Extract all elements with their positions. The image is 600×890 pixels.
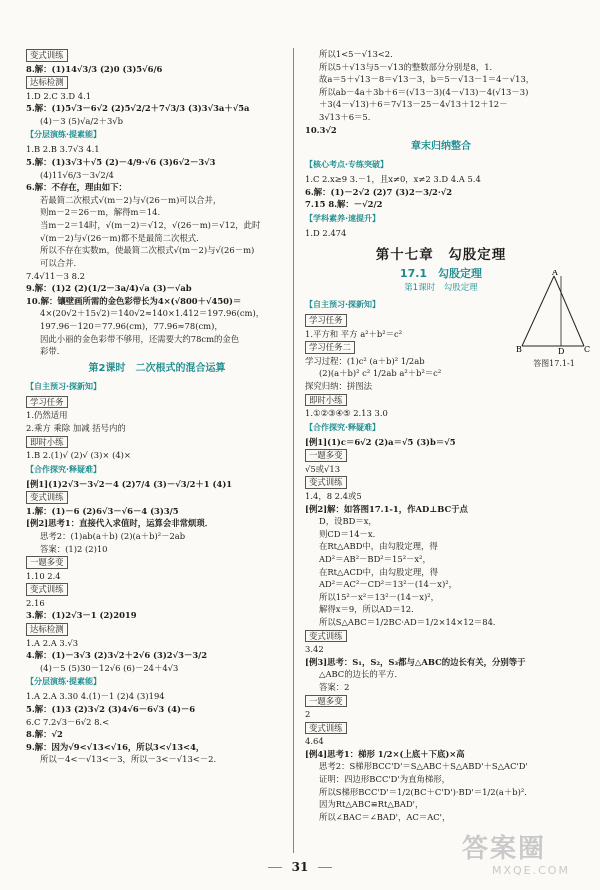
section-label-text: 变式训练	[305, 476, 347, 489]
section-label	[305, 721, 577, 736]
answer-line: √(m－2)与√(26－m)都不是最简二次根式．	[40, 232, 205, 243]
section-tag: 【 合作探究·释疑难 】	[26, 464, 101, 476]
answer-line: 当m－2＝14时，√(m－2)＝√12，√(26－m)＝√12，此时	[40, 220, 261, 231]
column-divider	[293, 48, 294, 853]
section-label-text: 学习任务	[26, 396, 68, 409]
answer-line: 1.C 2.x≥9 3.－1，且x≠0，x≠2 3.D 4.A 5.4	[305, 174, 481, 185]
answer-line: (4)11√6/3－3√2/4	[40, 169, 114, 180]
section-label-text: 一题多变	[26, 556, 68, 569]
page-number: 31	[0, 858, 600, 876]
answer-line: [例3]思考：S₁，S₂，S₃都与△ABC的边长有关，分别等于	[305, 656, 526, 667]
answer-line: 5.解：(1)5√3－6√2 (2)5√2/2＋7√3/3 (3)3√3a＋√5a	[26, 103, 250, 114]
answer-line: 所以15²－x²＝13²－(14－x)²，	[319, 591, 440, 602]
answer-line: 5.解：(1)3 (2)3√2 (3)4√6－6√3 (4)－6	[26, 703, 196, 714]
answer-line: 4.解：(1)－3√3 (2)3√2＋2√6 (3)2√3－3/2	[26, 650, 208, 661]
answer-line: 则m－2＝26－m，解得m＝14.	[40, 207, 161, 218]
answer-line: 1.D 2.C 3.D 4.1	[26, 90, 92, 101]
answer-line: 9.解：因为√9<√13<√16，所以3<√13<4，	[26, 741, 205, 752]
triangle-figure	[516, 270, 592, 370]
section-label-text: 达标检测	[26, 623, 68, 636]
answer-line: 所以∠BAC＝∠BAD'，AC＝AC'，	[319, 811, 451, 822]
answer-line: 1.解：(1)－6 (2)6√3－√6－4 (3)3/5	[26, 505, 179, 516]
section-label	[26, 435, 288, 450]
answer-line: 8.解：√2	[26, 729, 63, 740]
answer-line: 答案：2	[319, 682, 350, 692]
section-label-text: 达标检测	[26, 76, 68, 89]
label-a: A	[552, 270, 558, 277]
answer-line: 8.解：(1)14√3/3 (2)0 (3)5√6/6	[26, 63, 163, 74]
answer-line: 3.42	[305, 644, 324, 655]
answer-line: [例4]思考1：梯形 1/2×(上底＋下底)×高	[305, 748, 465, 759]
answer-line: 3.解：(1)2√3－1 (2)2019	[26, 610, 137, 621]
answer-line: 思考2：(1)ab(a＋b) (2)(a＋b)²－2ab	[40, 530, 186, 541]
answer-line: 所以S△ABC＝1/2BC·AD＝1/2×14×12＝84．	[319, 617, 502, 628]
answer-line: 所以－4<－√13<－3，所以－3<－√13<－2．	[40, 754, 222, 765]
lesson-title: 第1课时 勾股定理	[404, 283, 478, 294]
section-tag: 【 核心考点·专练突破 】	[305, 159, 388, 171]
section-label	[26, 555, 288, 570]
answer-line: △ABC的边长的平方．	[319, 669, 403, 680]
answer-line: 9.解：(1)2 (2)(1/2－3a/4)√a (3)－√ab	[26, 283, 192, 294]
answer-line: 6.解：不存在，理由如下：	[26, 182, 127, 193]
answer-line: 2	[305, 709, 311, 720]
lesson-heading: 第2课时 二次根式的混合运算	[88, 362, 226, 374]
answer-line: 若最简二次根式√(m－2)与√(26－m)可以合并，	[40, 194, 222, 205]
section-label-text: 即时小练	[305, 394, 347, 407]
label-c: C	[584, 345, 591, 354]
answer-line: 所以ab－4a＋3b＋6＝(√13－3)(4－√13)－4(√13－3)	[319, 86, 529, 97]
answer-line: 1.仍然适用	[26, 410, 68, 421]
answer-line: [例2]解：如答图17.1-1，作AD⊥BC于点	[305, 503, 468, 514]
answer-line: 5.解：(1)3√3＋√5 (2)－4/9·√6 (3)6√2－3√3	[26, 157, 216, 168]
label-b: B	[516, 345, 522, 354]
section-label-text: 变式训练	[26, 491, 68, 504]
section-label-text: 即时小练	[26, 436, 68, 449]
answer-line: [例1](1)2√3－3√2－4 (2)7/4 (3)－√3/2＋1 (4)1	[26, 478, 233, 489]
answer-line: 学习过程：(1)c² (a＋b)² 1/2ab	[305, 355, 425, 366]
answer-line: 思考2：S梯形BCC'D'＝S△ABC＋S△ABD'＋S△AC'D'	[319, 761, 528, 772]
answer-line: AD²＝AB²－BD²＝15²－x²，	[319, 554, 431, 565]
answer-line: (2)(a＋b)² c² 1/2ab a²＋b²＝c²	[319, 368, 442, 379]
answer-line: 答案：(1)2 (2)10	[40, 543, 108, 554]
answer-line: 1.B 2.B 3.7√3 4.1	[26, 144, 100, 155]
watermark-text: 答案圈	[462, 834, 547, 864]
answer-line: 2.16	[26, 597, 45, 608]
answer-line: 4.64	[305, 736, 324, 747]
triangle-diagram	[516, 270, 592, 356]
section-label	[305, 448, 577, 463]
label-d: D	[558, 347, 565, 356]
answer-line: 所以5＋√13与5－√13的整数部分分别是8，1．	[319, 61, 498, 72]
section-label	[305, 694, 577, 709]
lesson-heading: 章末归纳整合	[411, 141, 471, 153]
answer-line: 彩带．	[40, 346, 66, 357]
section-tag: 【 分层演练·提素能 】	[26, 676, 101, 688]
section-label	[305, 629, 577, 644]
answer-line: 解得x＝9，所以AD＝12．	[319, 604, 420, 615]
answer-line: 所以S梯形BCC'D'＝1/2(BC＋C'D')·BD'＝1/2(a＋b)²．	[319, 786, 533, 797]
answer-line: 所以不存在实数m，使最简二次根式√(m－2)与√(26－m)	[40, 245, 255, 256]
answer-line: 1.B 2.(1)√ (2)√ (3)× (4)×	[26, 450, 131, 461]
section-label	[26, 622, 288, 637]
answer-line: 1.4，8 2.4或5	[305, 490, 362, 501]
answer-line: 6.解：(1)－2√2 (2)7 (3)2－3/2·√2	[305, 186, 453, 197]
section-tag: 【 自主预习·探新知 】	[26, 381, 101, 393]
section-label-text: 一题多变	[305, 695, 347, 708]
answer-line: 7.15 8.解：－√2/2	[305, 199, 383, 210]
section-tag: 【 合作探究·释疑难 】	[305, 422, 380, 434]
section-label	[26, 395, 288, 410]
right-column	[305, 48, 577, 823]
answer-line: 197.96－120＝77.96(cm)，77.96≈78(cm)，	[40, 320, 223, 331]
answer-line: 10.解：镶壁画所需的金色彩带长为4×(√800＋√450)＝	[26, 295, 242, 306]
watermark-logo	[462, 830, 582, 878]
section-tag: 【 学科素养·速提升 】	[305, 213, 380, 225]
section-label-text: 学习任务	[305, 314, 347, 327]
answer-line: [例2]思考1：直接代入求值时，运算会非常烦琐．	[26, 518, 214, 529]
section-label-text: 变式训练	[305, 722, 347, 735]
answer-line: (4)－5 (5)30－12√6 (6)－24＋4√3	[40, 662, 179, 673]
section-label	[305, 393, 577, 408]
section-label	[305, 475, 577, 490]
answer-line: [例1](1)c＝6√2 (2)a＝√5 (3)b＝√5	[305, 436, 456, 447]
answer-line: 6.C 7.2√3－6√2 8.<	[26, 716, 110, 727]
section-label-text: 学习任务二	[305, 341, 355, 354]
watermark-url: MXQE.COM	[492, 864, 570, 877]
answer-line: 在Rt△ABD中，由勾股定理，得	[319, 541, 438, 552]
answer-line: 在Rt△ACD中，由勾股定理，得	[319, 566, 439, 577]
section-label-text: 变式训练	[26, 49, 68, 62]
answer-line: 可以合并．	[40, 257, 82, 268]
figure-caption: 答图17.1-1	[533, 358, 575, 368]
answer-line: 1.A 2.A 3.√3	[26, 637, 79, 648]
answer-line: 所以1<5－√13<2．	[319, 49, 399, 59]
answer-line: √5或√13	[305, 463, 341, 474]
answer-line: 1.A 2.A 3.30 4.(1)－1 (2)4 (3)194	[26, 691, 165, 702]
answer-line: ＋3(4－√13)＋6＝7√13－25－4√13＋12＋12－	[319, 99, 508, 110]
section-title: 17.1 勾股定理	[399, 266, 483, 280]
answer-line: 因此小丽的金色彩带不够用，还需要大约78cm的金色	[40, 333, 240, 344]
left-column	[26, 48, 288, 766]
answer-line: D，设BD＝x，	[319, 516, 377, 527]
answer-line: 1.10 2.4	[26, 570, 61, 581]
answer-line: 探究归纳：拼图法	[305, 381, 372, 392]
section-label-text: 变式训练	[305, 630, 347, 643]
answer-line: AD²＝AC²－CD²＝13²－(14－x)²，	[319, 579, 457, 590]
answer-line: 3√13＋6＝5．	[319, 112, 377, 123]
section-label	[26, 75, 288, 90]
answer-line: 7.4√11－3 8.2	[26, 270, 85, 281]
answer-line: 则CD＝14－x．	[319, 528, 382, 539]
section-tag: 【 自主预习·探新知 】	[305, 299, 380, 311]
answer-line: (4)－3 (5)√a/2＋3√b	[40, 115, 123, 126]
section-tag: 【 分层演练·提素能 】	[26, 129, 101, 141]
answer-line: 故a＝5＋√13－8＝√13－3，b＝5－√13－1＝4－√13，	[319, 74, 535, 85]
answer-line: 10.3√2	[305, 124, 337, 135]
chapter-title: 第十七章 勾股定理	[375, 246, 507, 263]
answer-line: 因为Rt△ABC≌Rt△BAD'，	[319, 799, 424, 810]
answer-line: 1.平方和 平方 a²＋b²＝c²	[305, 328, 403, 339]
answer-line: 4×(20√2＋15√2)＝140√2≈140×1.412＝197.96(cm)，	[40, 308, 265, 319]
answer-line: 证明：四边形BCC'D'为直角梯形，	[319, 774, 450, 785]
section-label-text: 一题多变	[305, 449, 347, 462]
section-label	[26, 490, 288, 505]
answer-line: 2.乘方 乘除 加减 括号内的	[26, 422, 126, 433]
answer-line: 1.①②③④⑤ 2.13 3.0	[305, 408, 388, 419]
section-label	[26, 582, 288, 597]
section-label-text: 变式训练	[26, 583, 68, 596]
answer-line: 1.D 2.474	[305, 228, 347, 239]
section-label	[26, 48, 288, 63]
